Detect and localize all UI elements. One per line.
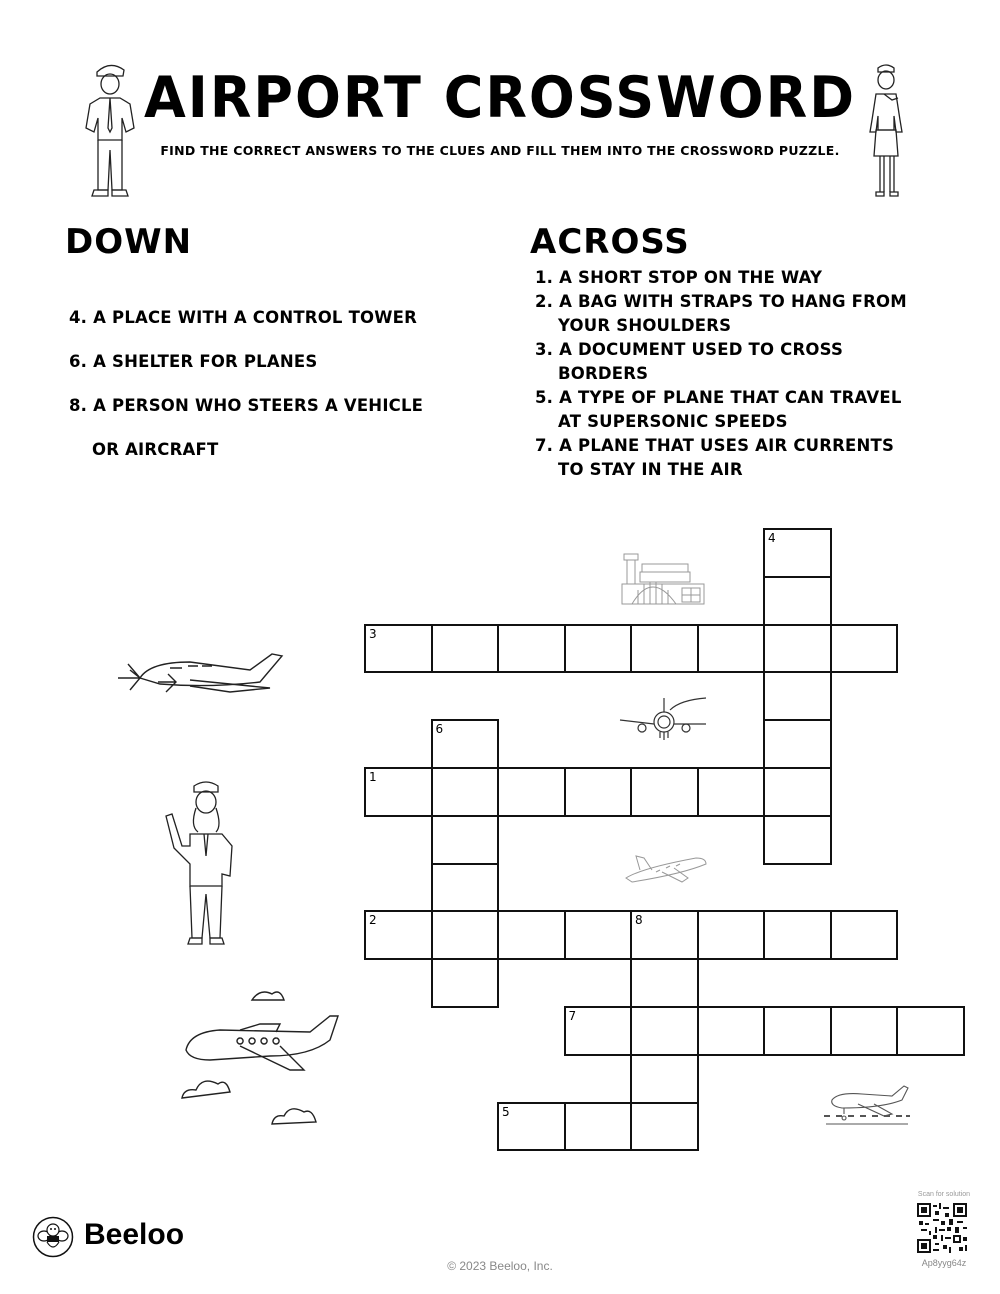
crossword-cell[interactable]: [763, 671, 832, 721]
crossword-cell[interactable]: [431, 958, 500, 1008]
crossword-cell[interactable]: [830, 624, 899, 674]
clue-number: 5.: [535, 388, 554, 407]
crossword-cell[interactable]: [763, 910, 832, 960]
airliner-icon: [622, 852, 708, 884]
across-heading: ACROSS: [530, 222, 690, 262]
down-clue-6: [69, 350, 317, 374]
crossword-cell[interactable]: [630, 624, 699, 674]
clue-text: A TYPE OF PLANE THAT CAN TRAVEL: [559, 388, 902, 407]
crossword-cell[interactable]: [697, 767, 766, 817]
qr-solution-code: Ap8yyg64z: [921, 1258, 967, 1268]
clue-text: A SHELTER FOR PLANES: [93, 352, 318, 371]
clue-text: A PLACE WITH A CONTROL TOWER: [93, 308, 418, 327]
crossword-cell[interactable]: [763, 1006, 832, 1056]
crossword-cell[interactable]: [763, 576, 832, 626]
crossword-cell[interactable]: [697, 624, 766, 674]
clue-number-label: 5: [502, 1104, 510, 1119]
crossword-cell[interactable]: [763, 624, 832, 674]
clue-number-label: 3: [369, 626, 377, 641]
crossword-cell[interactable]: [630, 1102, 699, 1152]
across-clue-1: [535, 266, 907, 290]
clue-number-label: 2: [369, 913, 377, 928]
brand-name: Beeloo: [84, 1218, 185, 1251]
jet-front-view-icon: [620, 698, 706, 742]
crossword-cell[interactable]: [564, 1006, 633, 1056]
crossword-cell[interactable]: [630, 767, 699, 817]
clue-number-label: 1: [369, 770, 377, 784]
across-clue-3-continuation: BORDERS: [558, 364, 649, 383]
across-clue-2-continuation: YOUR SHOULDERS: [558, 316, 732, 335]
crossword-cell[interactable]: [697, 1006, 766, 1056]
crossword-cell[interactable]: [497, 1102, 566, 1152]
crossword-cell[interactable]: [830, 1006, 899, 1056]
across-clue-3: [535, 338, 907, 362]
clue-number-label: 6: [435, 722, 444, 737]
crossword-cell[interactable]: [830, 910, 899, 960]
crossword-cell[interactable]: [431, 624, 500, 674]
crossword-cell[interactable]: [564, 624, 633, 674]
clue-number-label: 8: [635, 913, 643, 928]
crossword-cell[interactable]: [431, 767, 500, 817]
crossword-cell[interactable]: [497, 910, 566, 960]
clue-number-label: 4: [768, 531, 776, 545]
crossword-cell[interactable]: [497, 767, 566, 817]
crossword-cell[interactable]: [431, 910, 500, 960]
crossword-cell[interactable]: [630, 910, 699, 960]
clue-number: 1.: [535, 268, 554, 287]
copyright: © 2023 Beeloo, Inc.: [447, 1259, 553, 1273]
cartoon-plane-with-clouds-icon: [180, 980, 360, 1130]
clue-number: 4.: [69, 308, 88, 327]
crossword-cell[interactable]: [364, 767, 433, 817]
across-clue-5: [535, 386, 907, 410]
down-clue-4: [69, 306, 417, 330]
across-clue-5-continuation: AT SUPERSONIC SPEEDS: [558, 412, 788, 431]
clue-number: 2.: [535, 292, 554, 311]
crossword-cell[interactable]: [497, 624, 566, 674]
crossword-cell[interactable]: [763, 815, 832, 865]
female-pilot-illustration: [160, 776, 240, 952]
across-clue-2: [535, 290, 907, 314]
crossword-cell[interactable]: [364, 624, 433, 674]
crossword-cell[interactable]: [763, 719, 832, 769]
airport-building-icon: [620, 550, 708, 606]
flight-attendant-illustration: [862, 60, 910, 200]
across-clue-7-continuation: TO STAY IN THE AIR: [558, 460, 743, 479]
clue-number: 6.: [69, 352, 88, 371]
clue-text: A PERSON WHO STEERS A VEHICLE: [93, 396, 424, 415]
crossword-cell[interactable]: [364, 910, 433, 960]
crossword-cell[interactable]: [564, 767, 633, 817]
qr-caption: Scan for solution: [917, 1191, 971, 1198]
crossword-cell[interactable]: [896, 1006, 965, 1056]
plane-on-runway-icon: [822, 1084, 912, 1130]
clue-number: 3.: [535, 340, 554, 359]
crossword-cell[interactable]: [564, 1102, 633, 1152]
down-clue-8: [69, 394, 423, 418]
clue-text: A BAG WITH STRAPS TO HANG FROM: [559, 292, 907, 311]
clue-number: 8.: [69, 396, 88, 415]
crossword-cell[interactable]: [431, 863, 500, 913]
clue-text: A DOCUMENT USED TO CROSS: [559, 340, 844, 359]
across-clue-list: [535, 266, 907, 482]
clue-text: A PLANE THAT USES AIR CURRENTS: [559, 436, 895, 455]
instructions: FIND THE CORRECT ANSWERS TO THE CLUES AND FILL THEM INTO THE CROSSWORD PUZZLE.: [160, 143, 840, 158]
page-title: AIRPORT CROSSWORD: [143, 64, 857, 131]
clue-number: 7.: [535, 436, 554, 455]
crossword-cell[interactable]: [630, 1054, 699, 1104]
beeloo-logo-icon: [32, 1216, 74, 1258]
crossword-cell[interactable]: [431, 719, 500, 769]
qr-code[interactable]: [917, 1203, 967, 1253]
crossword-cell[interactable]: [630, 958, 699, 1008]
crossword-cell[interactable]: [630, 1006, 699, 1056]
clue-number-label: 7: [568, 1009, 577, 1023]
crossword-cell[interactable]: [564, 910, 633, 960]
male-pilot-illustration: [80, 58, 140, 200]
down-heading: DOWN: [65, 222, 193, 262]
down-clue-8-continuation: OR AIRCRAFT: [92, 440, 219, 459]
clue-text: A SHORT STOP ON THE WAY: [559, 268, 823, 287]
propeller-plane-icon: [110, 648, 285, 698]
across-clue-7: [535, 434, 907, 458]
crossword-cell[interactable]: [763, 767, 832, 817]
crossword-cell[interactable]: [431, 815, 500, 865]
crossword-cell[interactable]: [697, 910, 766, 960]
crossword-cell[interactable]: [763, 528, 832, 578]
